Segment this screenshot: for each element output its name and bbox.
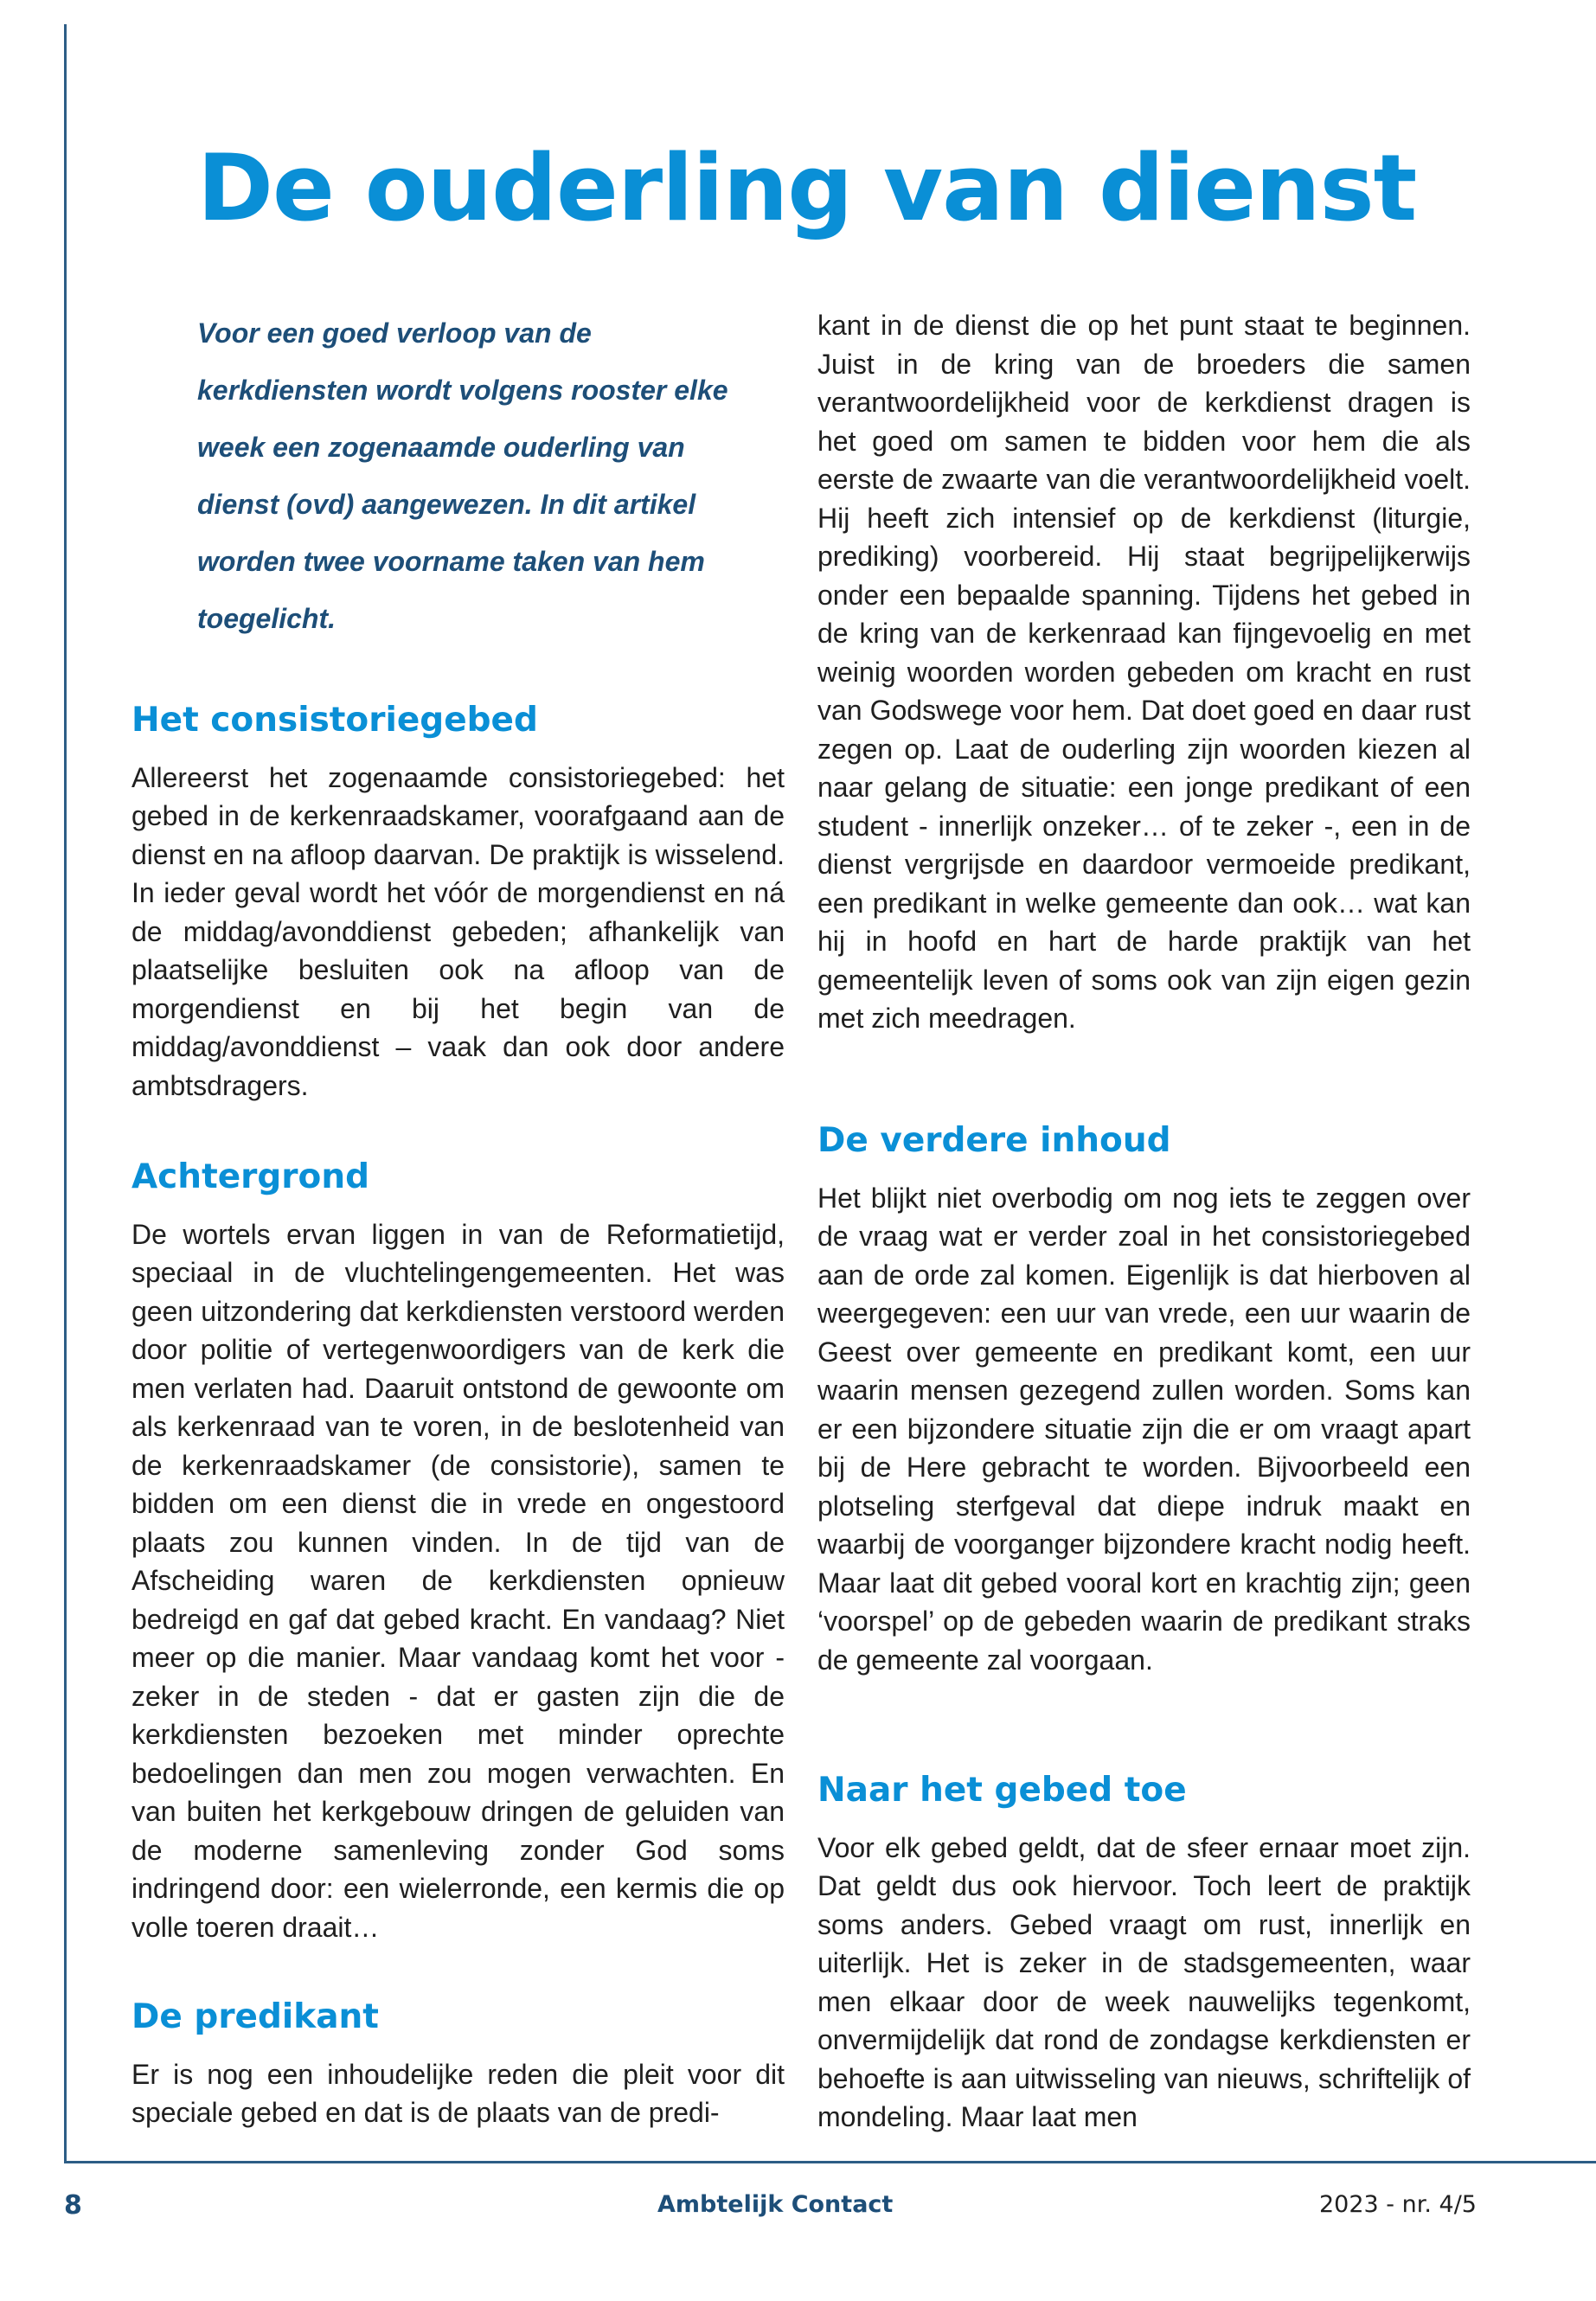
section-body: Er is nog een inhoudelijke reden die pleit voor dit speciale gebed en dat is de plaats van de predi- <box>131 2058 785 2129</box>
section-body: De wortels ervan liggen in van de Reformatietijd, speciaal in de vluchtelingengemeenten. Het was geen uitzondering dat kerkdiensten verstoord werden door politie of vertegenwoordigers van de kerk die men verlaten had. Daaruit ontstond de gewoonte om als kerkenraad van te voren, in de beslotenheid van de kerkenraadskamer (de consistorie), samen te bidden om een dienst die in vrede en ongestoord plaats zou kunnen vinden. In de tijd van de Afscheiding waren de kerkdiensten opnieuw bedreigd en gaf dat gebed kracht. En vandaag? Niet meer op die manier. Maar vandaag komt het voor - zeker in de steden - dat er gasten zijn die de kerkdiensten bezoeken met minder oprechte bedoelingen dan men zou mogen verwachten. En van buiten het kerkgebouw dringen de geluiden van de moderne samenleving zonder God soms indringend door: een wielerronde, een kermis die op volle toeren draait… <box>131 1218 785 1943</box>
section-consistoriegebed <box>131 701 785 1105</box>
section-heading: Het consistoriegebed <box>131 701 538 740</box>
predikant-continued <box>817 306 1471 1038</box>
section-heading: Naar het gebed toe <box>817 1771 1187 1810</box>
left-rule <box>64 24 67 2163</box>
page-number: 8 <box>64 2190 82 2221</box>
section-predikant <box>131 1997 785 2132</box>
section-heading: De verdere inhoud <box>817 1121 1171 1160</box>
section-achtergrond <box>131 1157 785 1946</box>
page-title: De ouderling van dienst <box>197 135 1417 241</box>
section-verdere-inhoud <box>817 1121 1471 1679</box>
intro-lead: Voor een goed verloop van de kerkdiensten wordt volgens rooster elke week een zogenaamde ouderling van dienst (ovd) aangewezen. In dit artikel worden twee voorname taken van hem toegelicht. <box>197 317 728 634</box>
section-heading: De predikant <box>131 1997 379 2036</box>
section-body: Allereerst het zogenaamde consistoriegebed: het gebed in de kerkenraadskamer, voorafgaand aan de dienst en na afloop daarvan. De praktijk is wisselend. In ieder geval wordt het vóór de morgendienst en ná de middag/avonddienst gebeden; afhankelijk van plaatselijke besluiten ook na afloop van de morgendienst en bij het begin van de middag/avonddienst – vaak dan ook door andere ambtsdragers. <box>131 761 785 1101</box>
section-naar-het-gebed-toe <box>817 1771 1471 2137</box>
section-body: Het blijkt niet overbodig om nog iets te zeggen over de vraag wat er verder zoal in het consistoriegebed aan de orde zal komen. Eigenlijk is dat hierboven al weergegeven: een uur van vrede, een uur waarin de Geest over gemeente en predikant komt, een uur waarin mensen gezegend zullen worden. Soms kan er een bijzondere situatie zijn die er om vraagt apart bij de Here gebracht te worden. Bijvoorbeeld een plotseling sterfgeval dat diepe indruk maakt en waarbij de voorganger bijzondere kracht nodig heeft. Maar laat dit gebed vooral kort en krachtig zijn; geen ‘voorspel’ op de gebeden waarin de predikant straks de gemeente zal voorgaan. <box>817 1182 1471 1676</box>
section-body: kant in de dienst die op het punt staat te beginnen. Juist in de kring van de broeders die samen verantwoordelijkheid voor de kerkdienst dragen is het goed om samen te bidden voor hem die als eerste de zwaarte van die verantwoordelijkheid voelt. Hij heeft zich intensief op de kerkdienst (liturgie, prediking) voorbereid. Hij staat begrijpelijkerwijs onder een bepaalde spanning. Tijdens het gebed in de kring van de kerkenraad kan fijngevoelig en met weinig woorden worden gebeden om kracht en rust van Godswege voor hem. Dat doet goed en daar rust zegen op. Laat de ouderling zijn woorden kiezen al naar gelang de situatie: een jonge predikant of een student - innerlijk onzeker… of te zeker -, een in de dienst vergrijsde en daardoor vermoeide predikant, een predikant in welke gemeente dan ook… wat kan hij in hoofd en hart de harde praktijk van het gemeentelijk leven of soms ook van zijn eigen gezin met zich meedragen. <box>817 310 1471 1034</box>
footer-rule <box>64 2161 1596 2163</box>
issue-label: 2023 - nr. 4/5 <box>1319 2191 1477 2218</box>
section-body: Voor elk gebed geldt, dat de sfeer ernaar moet zijn. Dat geldt dus ook hiervoor. Toch leert de praktijk soms anders. Gebed vraagt om rust, innerlijk en uiterlijk. Het is zeker in de stadsgemeenten, waar men elkaar door de week nauwelijks tegenkomt, onvermijdelijk dat rond de zondagse kerkdiensten er behoefte is aan uitwisseling van nieuws, schriftelijk of mondeling. Maar laat men <box>817 1831 1471 2133</box>
magazine-name: Ambtelijk Contact <box>657 2191 894 2218</box>
section-heading: Achtergrond <box>131 1157 370 1196</box>
